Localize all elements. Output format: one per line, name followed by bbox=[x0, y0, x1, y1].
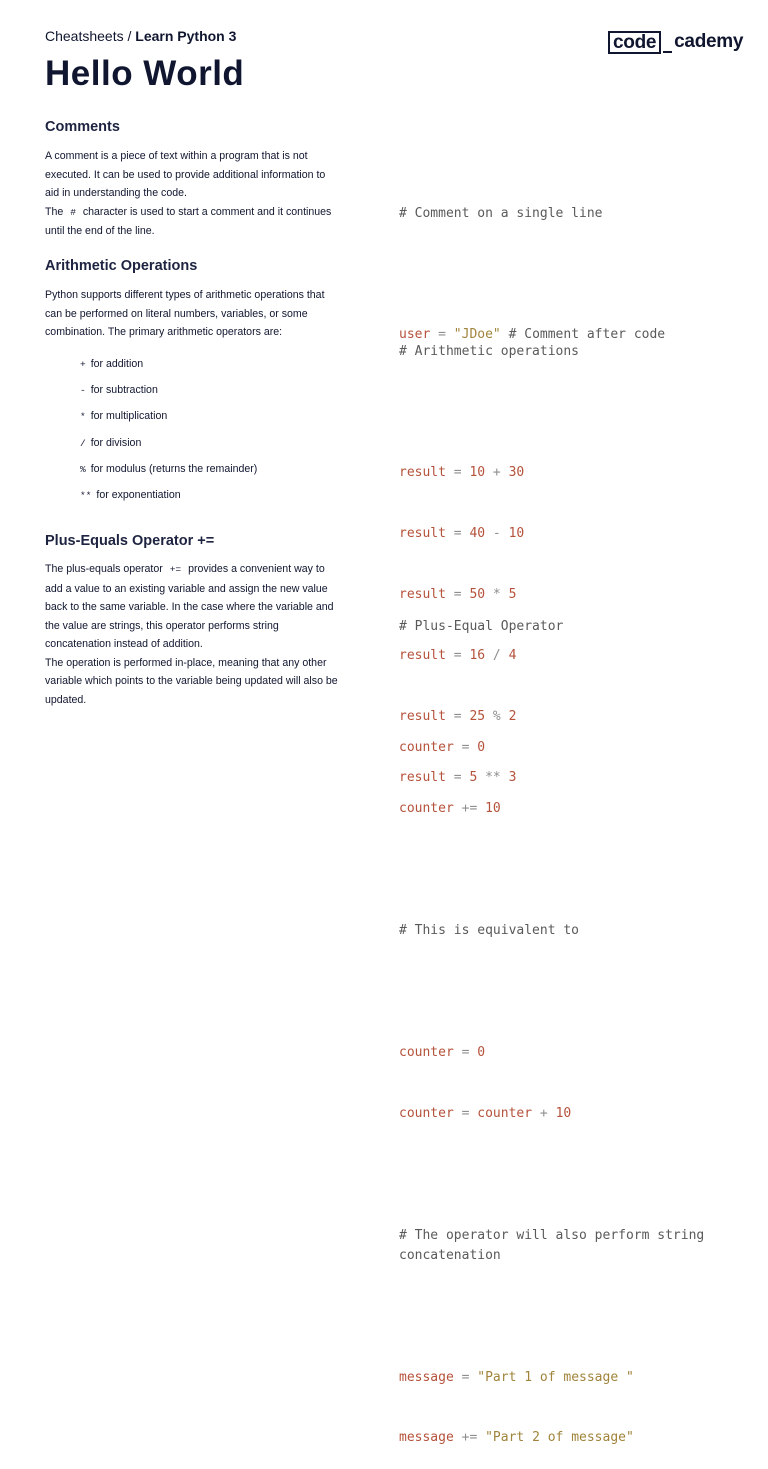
code-var: user bbox=[399, 327, 431, 343]
code-blank-line bbox=[399, 1165, 729, 1185]
code-line bbox=[399, 1428, 729, 1448]
section-title-arithmetic: Arithmetic Operations bbox=[45, 258, 198, 274]
operator-symbol: * bbox=[80, 411, 86, 422]
code-number: 25 bbox=[469, 708, 486, 724]
list-item bbox=[80, 437, 141, 449]
code-op: += bbox=[453, 1430, 486, 1446]
breadcrumb bbox=[45, 28, 236, 44]
code-op: + bbox=[532, 1105, 556, 1121]
code-number: 30 bbox=[508, 465, 525, 481]
operator-label: for modulus (returns the remainder) bbox=[90, 463, 258, 475]
code-line bbox=[399, 1368, 729, 1388]
section-title-plus-equals: Plus-Equals Operator += bbox=[45, 533, 215, 549]
plus-equals-code: += bbox=[169, 564, 182, 575]
code-number: 10 bbox=[485, 801, 501, 817]
operator-symbol: / bbox=[80, 438, 86, 449]
comments-desc-p1: A comment is a piece of text within a program that is not executed. It can be used to provide additional information to aid in understanding the code. bbox=[45, 150, 326, 199]
plus-equals-code-block bbox=[399, 576, 729, 1469]
code-var: result bbox=[399, 465, 446, 481]
comments-desc-p2-before: The bbox=[45, 205, 67, 218]
arithmetic-description bbox=[45, 286, 340, 342]
section-title-comments: Comments bbox=[45, 119, 120, 135]
hash-code: # bbox=[70, 206, 76, 218]
code-var: counter bbox=[399, 801, 454, 817]
code-line: # Plus-Equal Operator bbox=[399, 618, 564, 634]
operator-label: for division bbox=[90, 437, 142, 449]
code-number: 5 bbox=[469, 769, 478, 785]
code-blank-line bbox=[399, 1307, 729, 1327]
code-var: message bbox=[399, 1430, 454, 1446]
code-op: = bbox=[430, 327, 454, 343]
code-var: counter bbox=[477, 1105, 533, 1121]
code-number: 10 bbox=[555, 1105, 572, 1121]
code-op: = bbox=[453, 740, 478, 756]
code-op: = bbox=[445, 648, 470, 664]
code-line bbox=[399, 1043, 729, 1063]
code-number: 16 bbox=[469, 648, 486, 664]
list-item bbox=[80, 384, 158, 396]
code-op: = bbox=[445, 769, 470, 785]
code-var: result bbox=[399, 587, 446, 603]
comments-desc-p2-after: character is used to start a comment and it continues until the end of the line. bbox=[45, 205, 332, 237]
code-op: / bbox=[485, 648, 509, 664]
page-title: Hello World bbox=[45, 54, 245, 93]
plus-equals-desc-p1-after: provides a convenient way to add a value to an existing variable and assign the new value back to the same variable. In the case where the variable and the value are strings, this operator performs string concatenation instead of addition. bbox=[45, 563, 334, 650]
code-comment: # Comment after code bbox=[500, 327, 666, 343]
code-line: # Arithmetic operations bbox=[399, 343, 580, 359]
code-var: result bbox=[399, 526, 446, 542]
plus-equals-desc-p1-before: The plus-equals operator bbox=[45, 563, 166, 575]
code-op: = bbox=[453, 1369, 478, 1385]
code-op: = bbox=[445, 465, 470, 481]
code-line bbox=[399, 524, 729, 544]
operator-symbol: ** bbox=[80, 490, 92, 501]
plus-equals-desc-p2: The operation is performed in-place, meaning that any other variable which points to the variable being updated will also be updated. bbox=[45, 656, 338, 706]
operator-label: for multiplication bbox=[90, 410, 168, 422]
code-op: % bbox=[485, 708, 509, 724]
code-number: 40 bbox=[469, 526, 486, 542]
code-var: message bbox=[399, 1369, 454, 1385]
logo-boxed-text: code bbox=[608, 31, 661, 54]
code-number: 10 bbox=[469, 465, 486, 481]
code-string: "Part 2 of message" bbox=[485, 1430, 634, 1446]
code-blank-line bbox=[399, 264, 729, 284]
arithmetic-desc-text: Python supports different types of arithmetic operations that can be performed on literal numbers, variables, or some combination. The primary arithmetic operators are: bbox=[45, 289, 325, 338]
code-op: ** bbox=[477, 769, 509, 785]
code-var: result bbox=[399, 708, 446, 724]
code-line: # The operator will also perform string concatenation bbox=[399, 1227, 713, 1263]
code-op: + bbox=[485, 465, 509, 481]
code-number: 50 bbox=[469, 587, 486, 603]
logo-rest-text: cademy bbox=[674, 31, 744, 52]
code-var: result bbox=[399, 769, 446, 785]
code-var: counter bbox=[399, 1044, 454, 1060]
code-number: 5 bbox=[508, 587, 517, 603]
code-op: * bbox=[485, 587, 509, 603]
code-var: counter bbox=[399, 740, 454, 756]
code-blank-line bbox=[399, 677, 729, 697]
plus-equals-description bbox=[45, 560, 340, 709]
code-line: # Comment on a single line bbox=[399, 205, 603, 221]
code-op: = bbox=[445, 526, 470, 542]
code-line bbox=[399, 738, 729, 758]
operator-label: for subtraction bbox=[90, 384, 158, 396]
comments-desc-p2 bbox=[45, 203, 340, 241]
plus-equals-desc-p1 bbox=[45, 560, 340, 654]
operator-symbol: + bbox=[80, 359, 86, 370]
code-number: 10 bbox=[508, 526, 525, 542]
code-line: # This is equivalent to bbox=[399, 923, 580, 939]
comments-description bbox=[45, 147, 340, 241]
code-blank-line bbox=[399, 860, 729, 880]
list-item bbox=[80, 358, 143, 370]
code-string: "Part 1 of message " bbox=[477, 1369, 634, 1385]
code-number: 4 bbox=[508, 648, 517, 664]
code-line bbox=[399, 1104, 729, 1124]
code-var: result bbox=[399, 648, 446, 664]
breadcrumb-root-link[interactable]: Cheatsheets bbox=[45, 28, 124, 44]
code-op: += bbox=[453, 801, 486, 817]
code-blank-line bbox=[399, 982, 729, 1002]
code-op: = bbox=[453, 1105, 478, 1121]
code-op: = bbox=[445, 708, 470, 724]
code-op: = bbox=[453, 1044, 478, 1060]
list-item bbox=[80, 489, 181, 501]
code-op: - bbox=[485, 526, 509, 542]
list-item bbox=[80, 410, 167, 422]
breadcrumb-separator: / bbox=[123, 28, 136, 44]
list-item bbox=[80, 463, 257, 475]
code-blank-line bbox=[399, 402, 729, 422]
code-var: counter bbox=[399, 1105, 454, 1121]
code-string: "JDoe" bbox=[453, 327, 501, 343]
codecademy-logo[interactable] bbox=[608, 31, 743, 53]
breadcrumb-current: Learn Python 3 bbox=[135, 28, 237, 44]
code-number: 0 bbox=[477, 740, 486, 756]
operator-symbol: % bbox=[80, 464, 86, 475]
code-line bbox=[399, 799, 729, 819]
code-number: 2 bbox=[508, 708, 517, 724]
operator-symbol: - bbox=[80, 385, 86, 396]
code-number: 0 bbox=[477, 1044, 486, 1060]
operator-label: for exponentiation bbox=[96, 489, 181, 501]
logo-cursor-icon bbox=[663, 51, 672, 53]
code-line bbox=[399, 463, 729, 483]
code-op: = bbox=[445, 587, 470, 603]
code-number: 3 bbox=[508, 769, 517, 785]
operator-label: for addition bbox=[90, 358, 144, 370]
